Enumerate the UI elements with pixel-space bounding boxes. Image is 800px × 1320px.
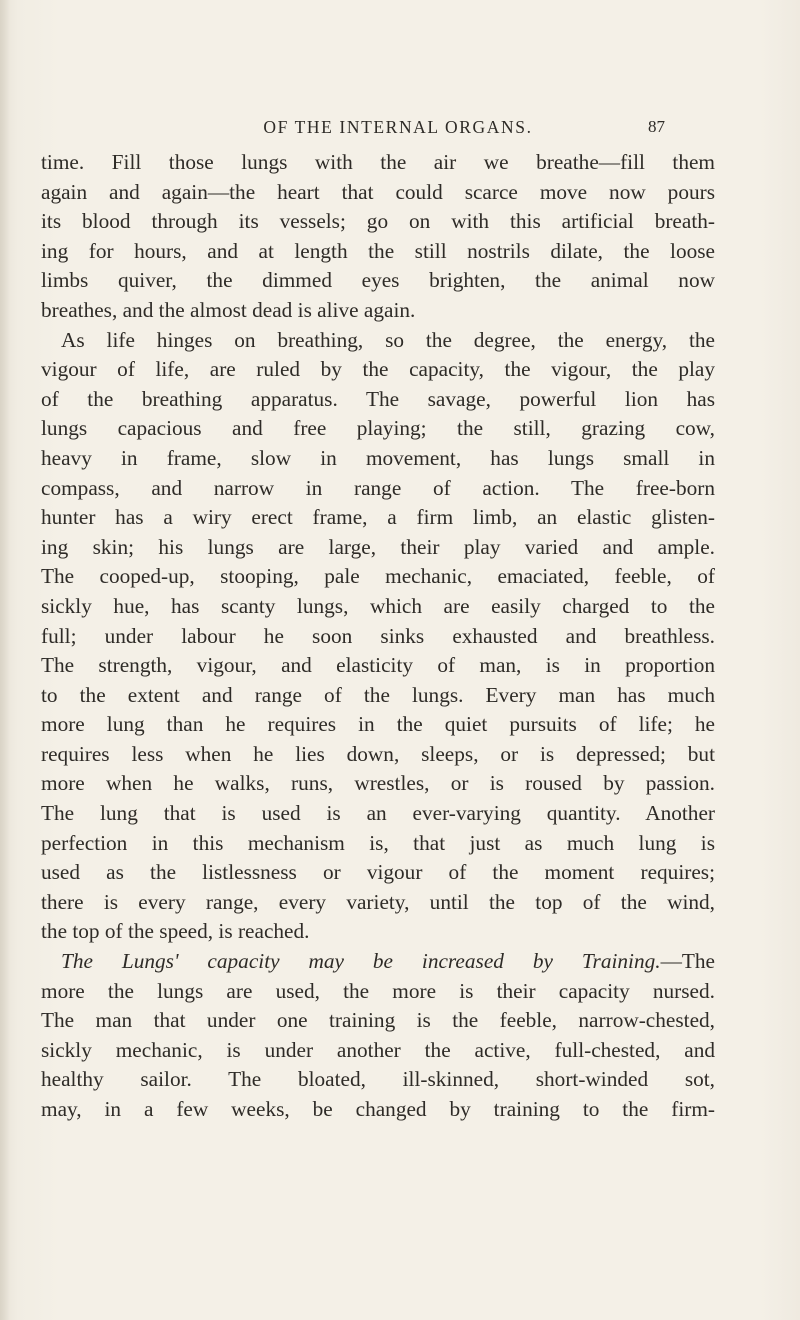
text-line: compass, and narrow in range of action. The free-born: [41, 475, 715, 500]
text-line: to the extent and range of the lungs. Every man has much: [41, 682, 715, 707]
text-line: The cooped-up, stooping, pale mechanic, emaciated, feeble, of: [41, 564, 715, 589]
text-line: more lung than he requires in the quiet pursuits of life; he: [41, 712, 715, 737]
text-line: sickly mechanic, is under another the active, full-chested, and: [41, 1037, 715, 1062]
running-head: [0, 113, 800, 141]
text-line: may, in a few weeks, be changed by training to the firm-: [41, 1097, 715, 1121]
text-line: perfection in this mechanism is, that just as much lung is: [41, 830, 715, 855]
text-line: more the lungs are used, the more is their capacity nursed.: [41, 978, 715, 1003]
text-line: The man that under one training is the feeble, narrow-chested,: [41, 1008, 715, 1033]
text-line: the top of the speed, is reached.: [41, 919, 310, 944]
text-line: time. Fill those lungs with the air we breathe—fill them: [41, 150, 715, 174]
text-line: heavy in frame, slow in movement, has lungs small in: [41, 445, 715, 470]
body-text: [41, 148, 715, 1125]
text-line: lungs capacious and free playing; the still, grazing cow,: [41, 416, 715, 441]
binding-edge: [0, 0, 10, 1320]
text-line: The lung that is used is an ever-varying quantity. Another: [41, 801, 715, 826]
text-line: As life hinges on breathing, so the degree, the energy, the: [61, 327, 715, 352]
text-line: ing for hours, and at length the still nostrils dilate, the loose: [41, 238, 715, 263]
text-line: more when he walks, runs, wrestles, or is roused by passion.: [41, 771, 715, 796]
text-line: used as the listlessness or vigour of the moment requires;: [41, 860, 715, 885]
text-line: its blood through its vessels; go on with this artificial breath-: [41, 209, 715, 234]
text-line: vigour of life, are ruled by the capacity, the vigour, the play: [41, 357, 715, 382]
section-heading-line: [41, 947, 715, 977]
running-title: OF THE INTERNAL ORGANS.: [263, 117, 533, 137]
text-line: healthy sailor. The bloated, ill-skinned, short-winded sot,: [41, 1067, 715, 1092]
text-line: The strength, vigour, and elasticity of man, is in proportion: [41, 653, 715, 678]
text-line: full; under labour he soon sinks exhausted and breathless.: [41, 623, 715, 648]
heading-continuation: —The: [660, 949, 715, 974]
text-line: requires less when he lies down, sleeps, or is depressed; but: [41, 741, 715, 766]
text-line: ing skin; his lungs are large, their play varied and ample.: [41, 534, 715, 559]
section-heading: The Lungs' capacity may be increased by Training.: [61, 949, 661, 974]
text-line: there is every range, every variety, until the top of the wind,: [41, 889, 715, 914]
text-line: again and again—the heart that could scarce move now pours: [41, 179, 715, 204]
text-line: hunter has a wiry erect frame, a firm limb, an elastic glisten-: [41, 505, 715, 530]
page-number: 87: [648, 117, 665, 136]
text-line: limbs quiver, the dimmed eyes brighten, the animal now: [41, 268, 715, 293]
text-line: breathes, and the almost dead is alive again.: [41, 297, 416, 322]
text-line: sickly hue, has scanty lungs, which are easily charged to the: [41, 593, 715, 618]
text-line: of the breathing apparatus. The savage, powerful lion has: [41, 386, 715, 411]
